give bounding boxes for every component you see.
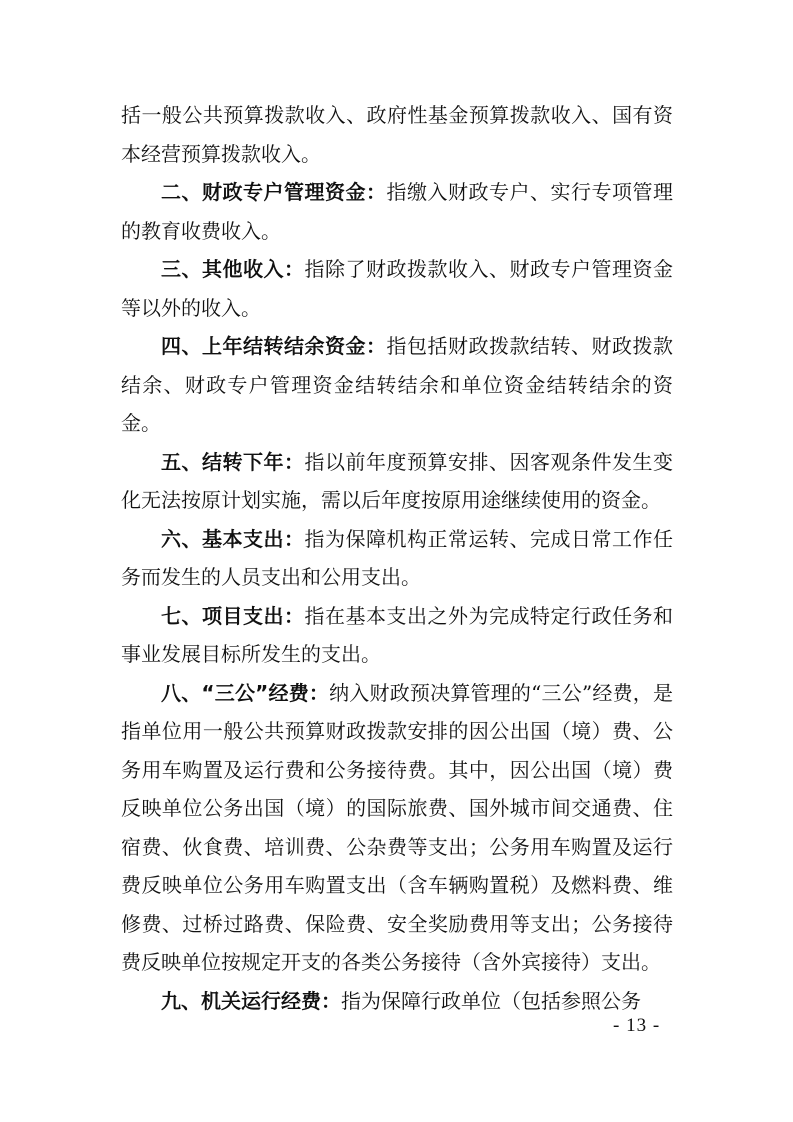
paragraph-agency-operating-expenses <box>121 982 673 1021</box>
paragraph-text: 指以前年度预算安排、因客观条件发生变化无法按原计划实施，需以后年度按原用途继续使用的资金。 <box>121 449 673 512</box>
term-heading: 三、其他收入： <box>161 257 305 281</box>
page-number: - 13 - <box>613 1015 661 1036</box>
term-heading: 六、基本支出： <box>161 526 305 551</box>
paragraph-text: 指在基本支出之外为完成特定行政任务和事业发展目标所发生的支出。 <box>121 603 673 666</box>
term-heading: 八、“三公”经费： <box>161 680 330 705</box>
term-heading: 七、项目支出： <box>161 603 305 628</box>
term-heading: 二、财政专户管理资金： <box>161 180 387 204</box>
paragraph-three-public-expenses <box>121 674 673 982</box>
paragraph-text: 指除了财政拨款收入、财政专户管理资金等以外的收入。 <box>121 257 673 320</box>
term-heading: 九、机关运行经费： <box>161 988 341 1013</box>
paragraph-financial-special-account-funds <box>121 173 673 250</box>
document-body <box>121 96 673 1020</box>
paragraph-other-income <box>121 250 673 327</box>
paragraph-text: 指包括财政拨款结转、财政拨款结余、财政专户管理资金结转结余和单位资金结转结余的资金。 <box>121 334 673 435</box>
paragraph-text: 括一般公共预算拨款收入、政府性基金预算拨款收入、国有资本经营预算拨款收入。 <box>121 103 673 166</box>
paragraph-carry-forward-next-year <box>121 443 673 520</box>
paragraph-basic-expenditure <box>121 520 673 597</box>
paragraph-prior-year-carryover <box>121 327 673 443</box>
paragraph-continuation <box>121 96 673 173</box>
paragraph-text: 指缴入财政专户、实行专项管理的教育收费收入。 <box>121 180 673 243</box>
term-heading: 五、结转下年： <box>161 449 305 474</box>
paragraph-text: 指为保障机构正常运转、完成日常工作任务而发生的人员支出和公用支出。 <box>121 526 673 589</box>
paragraph-text: 指为保障行政单位（包括参照公务 <box>341 988 641 1013</box>
paragraph-text: 纳入财政预决算管理的“三公”经费，是指单位用一般公共预算财政拨款安排的因公出国（境）费、公务用车购置及运行费和公务接待费。其中，因公出国（境）费反映单位公务出国（境）的国际旅费、国外城市间交通费、住宿费、伙食费、培训费、公杂费等支出；公务用车购置及运行费反映单位公务用车购置支出（含车辆购置税）及燃料费、维修费、过桥过路费、保险费、安全奖励费用等支出；公务接待费反映单位按规定开支的各类公务接待（含外宾接待）支出。 <box>121 680 673 974</box>
term-heading: 四、上年结转结余资金： <box>161 334 387 358</box>
paragraph-project-expenditure <box>121 597 673 674</box>
